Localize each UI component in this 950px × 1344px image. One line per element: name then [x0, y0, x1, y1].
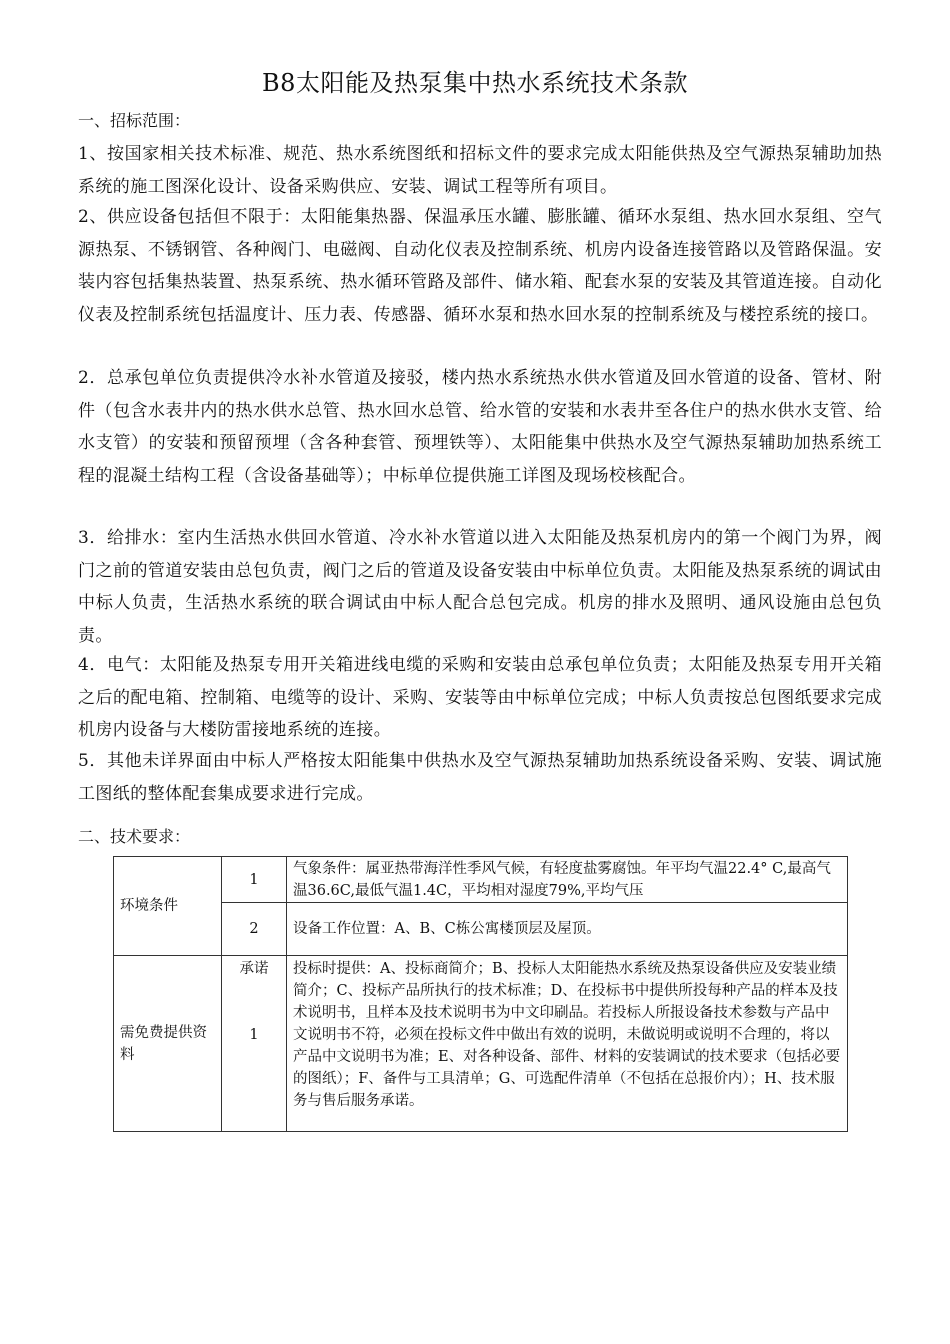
- table-row: [114, 903, 848, 956]
- scope-item-electrical: 4．电气：太阳能及热泵专用开关箱进线电缆的采购和安装由总承包单位负责；太阳能及热泵专用开关箱之后的配电箱、控制箱、电缆等的设计、采购、安装等由中标单位完成；中标人负责按总包图纸要求完成机房内设备与大楼防雷接地系统的连接。: [78, 655, 882, 741]
- row-number: 1: [249, 1027, 259, 1043]
- bid-documents-text: 投标时提供：A、投标商简介；B、投标人太阳能热水系统及热泵设备供应及安装业绩简介；C、投标产品所执行的技术标准；D、在投标书中提供所投每种产品的样本及技术说明书，且样本及技术说明书为中文印刷品。若投标人所报设备技术参数与产品中文说明书不符，必须在投标文件中做出有效的说明，未做说明或说明不合理的，将以产品中文说明书为准；E、对各种设备、部件、材料的安装调试的技术要求（包括必要的图纸）；F、备件与工具清单；G、可选配件清单（不包括在总报价内）；H、技术服务与售后服务承诺。: [287, 956, 848, 1132]
- promise-number-cell: [222, 956, 287, 1132]
- weather-conditions-text: 气象条件：属亚热带海洋性季风气候，有轻度盐雾腐蚀。年平均气温22.4° C,最高气温36.6C,最低气温1.4C，平均相对湿度79%,平均气压: [293, 860, 831, 899]
- document-title: B8太阳能及热泵集中热水系统技术条款: [262, 69, 688, 97]
- row-number: 2: [222, 903, 287, 956]
- technical-requirements-table: [113, 856, 848, 1132]
- weather-conditions-cell: [287, 857, 848, 903]
- group-label-environment: 环境条件: [114, 857, 222, 956]
- group-label-free-documents: 需免费提供资料: [114, 956, 222, 1132]
- promise-label: 承诺: [239, 961, 269, 977]
- scope-item-1: 1、按国家相关技术标准、规范、热水系统图纸和招标文件的要求完成太阳能供热及空气源热泵辅助加热系统的施工图深化设计、设备采购供应、安装、调试工程等所有项目。: [78, 144, 882, 197]
- section-heading-technical: 二、技术要求：: [78, 827, 191, 846]
- scope-item-general-contractor: 2．总承包单位负责提供冷水补水管道及接驳，楼内热水系统热水供水管道及回水管道的设备、管材、附件（包含水表井内的热水供水总管、热水回水总管、给水管的安装和水表井至各住户的热水供水支管、给水支管）的安装和预留预埋（含各种套管、预埋铁等）、太阳能集中供热水及空气源热泵辅助加热系统工程的混凝土结构工程（含设备基础等）；中标单位提供施工详图及现场校核配合。: [78, 368, 882, 486]
- equipment-location-text: 设备工作位置：A、B、C栋公寓楼顶层及屋顶。: [287, 903, 848, 956]
- scope-item-2: 2、供应设备包括但不限于：太阳能集热器、保温承压水罐、膨胀罐、循环水泵组、热水回水泵组、空气源热泵、不锈钢管、各种阀门、电磁阀、自动化仪表及控制系统、机房内设备连接管路以及管路保温。安装内容包括集热装置、热泵系统、热水循环管路及部件、储水箱、配套水泵的安装及其管道连接。自动化仪表及控制系统包括温度计、压力表、传感器、循环水泵和热水回水泵的控制系统及与楼控系统的接口。: [78, 207, 882, 325]
- section-heading-scope: 一、招标范围：: [78, 111, 191, 130]
- table-row: [114, 956, 848, 1132]
- scope-item-plumbing: 3．给排水：室内生活热水供回水管道、冷水补水管道以进入太阳能及热泵机房内的第一个阀门为界，阀门之前的管道安装由总包负责，阀门之后的管道及设备安装由中标单位负责。太阳能及热泵系统的调试由中标人负责，生活热水系统的联合调试由中标人配合总包完成。机房的排水及照明、通风设施由总包负责。: [78, 528, 882, 646]
- table-row: [114, 857, 848, 903]
- row-number: 1: [222, 857, 287, 903]
- scope-item-other: 5．其他未详界面由中标人严格按太阳能集中供热水及空气源热泵辅助加热系统设备采购、安装、调试施工图纸的整体配套集成要求进行完成。: [78, 751, 882, 804]
